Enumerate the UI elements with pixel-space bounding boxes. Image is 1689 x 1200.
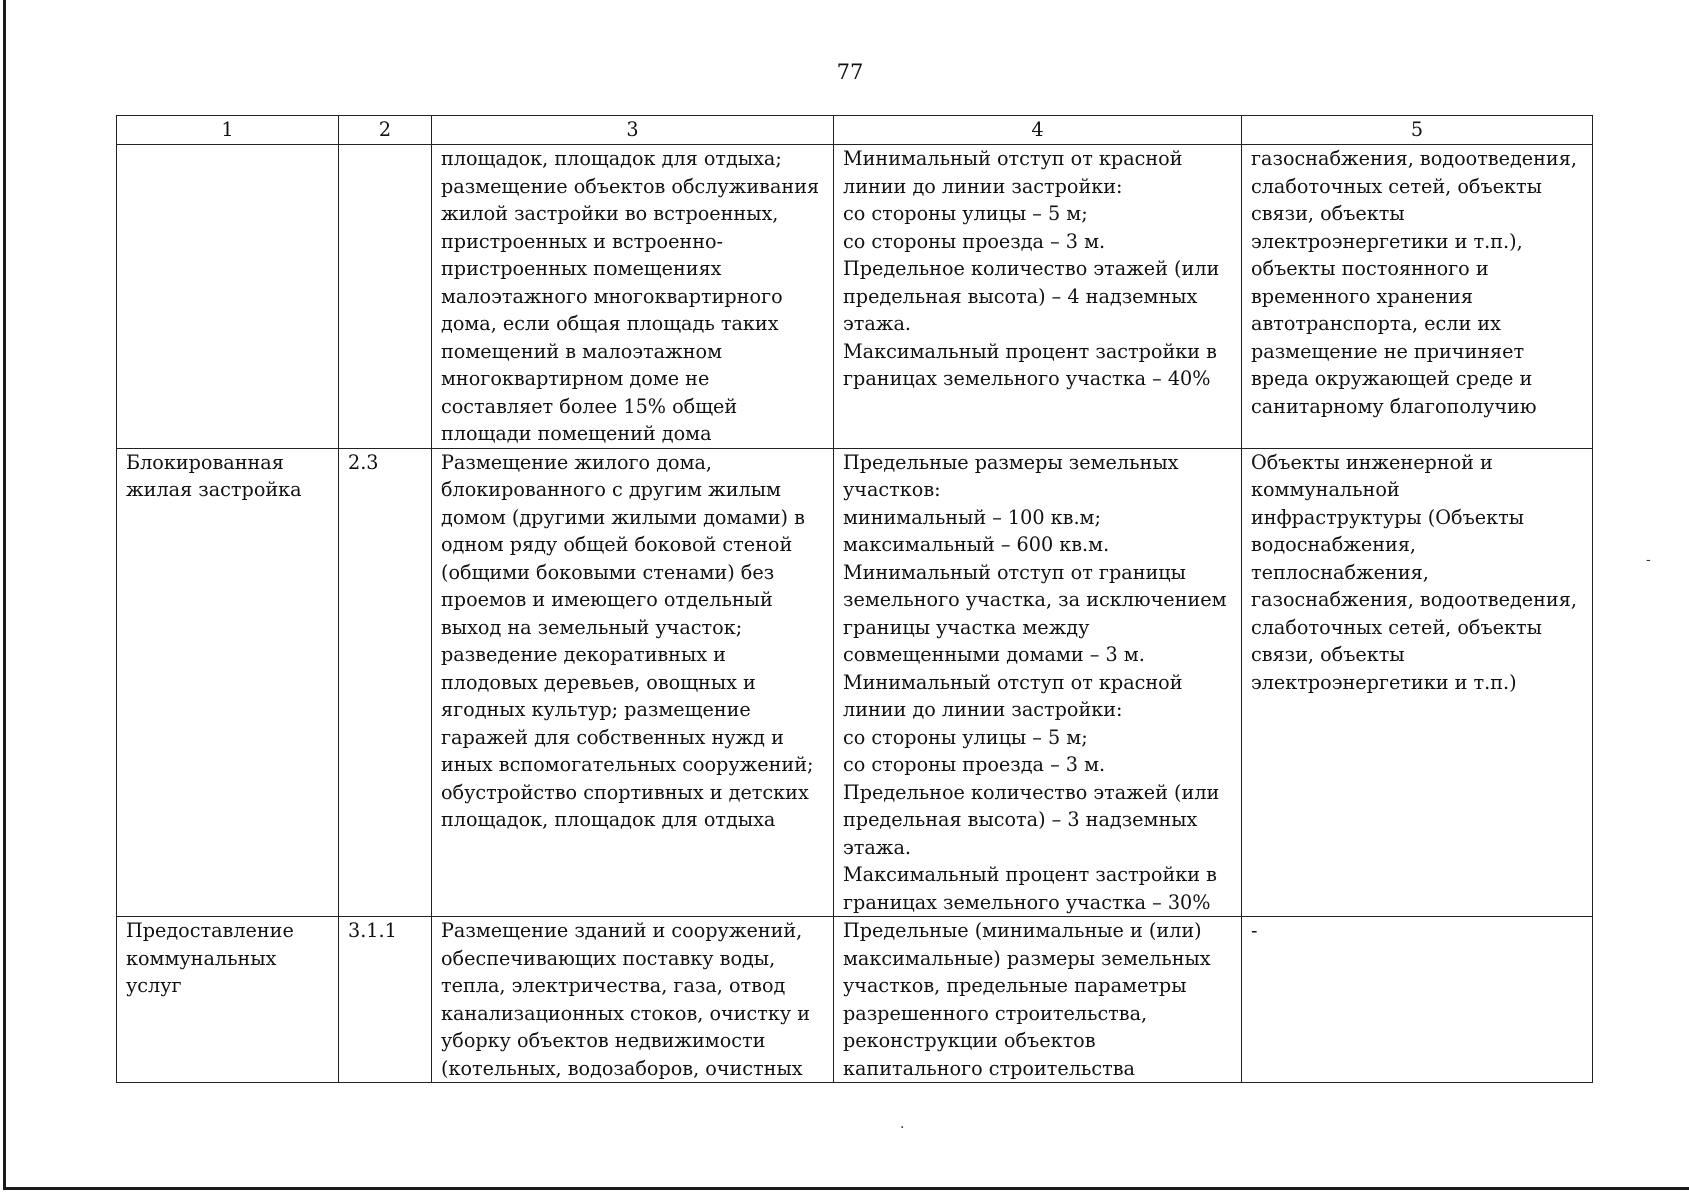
building-parameters-cell: Предельные (минимальные и (или) максимальные) размеры земельных участков, предельные параметры разрешенного строительства, реконструкции объектов капитального строительства — [834, 917, 1242, 1083]
land-use-name-cell: Предоставление коммунальных услуг — [117, 917, 339, 1083]
table-header-row — [117, 116, 1593, 145]
column-header: 3 — [432, 116, 834, 145]
permitted-objects-cell: газоснабжения, водоотведения, слаботочных сетей, объекты связи, объекты электроэнергетики и т.п.), объекты постоянного и временного хранения автотранспорта, если их размещение не причиняет вреда окружающей среде и санитарному благополучию — [1242, 145, 1593, 449]
scan-border-bottom — [3, 1187, 1689, 1190]
land-use-name-cell: Блокированная жилая застройка — [117, 448, 339, 917]
permitted-objects-cell: - — [1242, 917, 1593, 1083]
zoning-regulations-table — [116, 115, 1593, 1083]
building-parameters-cell: Минимальный отступ от красной линии до линии застройки: со стороны улицы – 5 м; со стороны проезда – 3 м. Предельное количество этажей (или предельная высота) – 4 надземных этажа. Максимальный процент застройки в границах земельного участка – 40% — [834, 145, 1242, 449]
land-use-code-cell — [339, 145, 432, 449]
land-use-description-cell: Размещение зданий и сооружений, обеспечивающих поставку воды, тепла, электричества, газа, отвод канализационных стоков, очистку и уборку объектов недвижимости (котельных, водозаборов, очистных — [432, 917, 834, 1083]
column-header: 4 — [834, 116, 1242, 145]
table-row — [117, 917, 1593, 1083]
land-use-code-cell: 3.1.1 — [339, 917, 432, 1083]
permitted-objects-cell: Объекты инженерной и коммунальной инфраструктуры (Объекты водоснабжения, теплоснабжения, газоснабжения, водоотведения, слаботочных сетей, объекты связи, объекты электроэнергетики и т.п.) — [1242, 448, 1593, 917]
column-header: 1 — [117, 116, 339, 145]
land-use-name-cell — [117, 145, 339, 449]
building-parameters-cell: Предельные размеры земельных участков: минимальный – 100 кв.м; максимальный – 600 кв.м. Минимальный отступ от границы земельного участка, за исключением границы участка между совмещенными домами – 3 м. Минимальный отступ от красной линии до линии застройки: со стороны улицы – 5 м; со стороны проезда – 3 м. Предельное количество этажей (или предельная высота) – 3 надземных этажа. Максимальный процент застройки в границах земельного участка – 30% — [834, 448, 1242, 917]
table-row — [117, 145, 1593, 449]
table-row — [117, 448, 1593, 917]
column-header: 2 — [339, 116, 432, 145]
land-use-description-cell: Размещение жилого дома, блокированного с другим жилым домом (другими жилыми домами) в одном ряду общей боковой стеной (общими боковыми стенами) без проемов и имеющего отдельный выход на земельный участок; разведение декоративных и плодовых деревьев, овощных и ягодных культур; размещение гаражей для собственных нужд и иных вспомогательных сооружений; обустройство спортивных и детских площадок, площадок для отдыха — [432, 448, 834, 917]
scan-speck: - — [1646, 552, 1651, 568]
land-use-code-cell: 2.3 — [339, 448, 432, 917]
scan-speck: · — [900, 1120, 905, 1136]
page-number: 77 — [836, 60, 864, 84]
column-header: 5 — [1242, 116, 1593, 145]
land-use-description-cell: площадок, площадок для отдыха; размещение объектов обслуживания жилой застройки во встроенных, пристроенных и встроенно- пристроенных помещениях малоэтажного многоквартирного дома, если общая площадь таких помещений в малоэтажном многоквартирном доме не составляет более 15% общей площади помещений дома — [432, 145, 834, 449]
scan-border-left — [3, 0, 6, 1190]
